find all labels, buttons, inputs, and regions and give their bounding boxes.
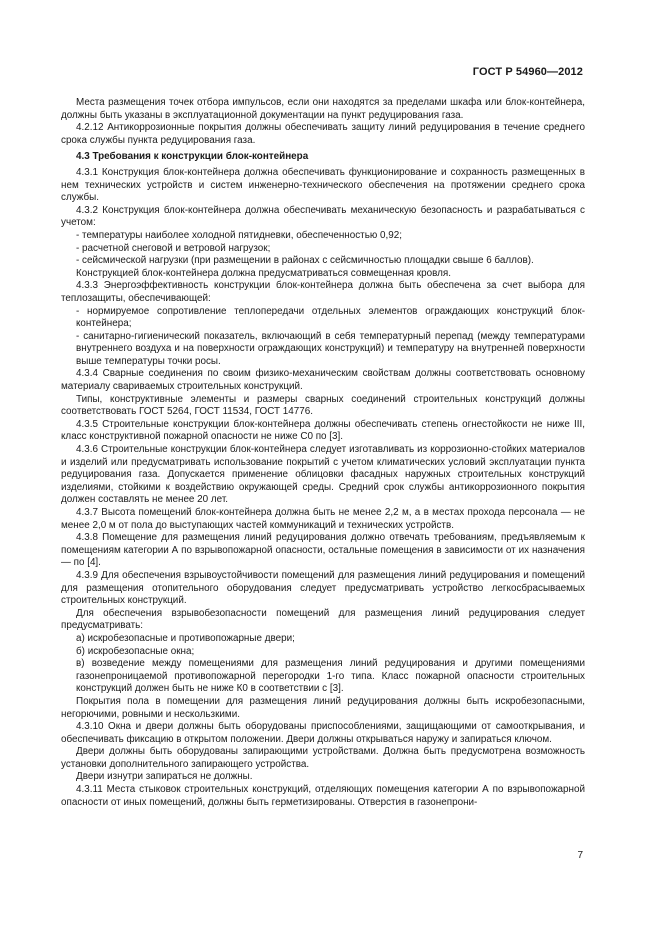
paragraph: Для обеспечения взрывобезопасности помещений для размещения линий редуцирования следует предусматривать: [61,607,585,632]
paragraph: 4.3.6 Строительные конструкции блок-контейнера следует изготавливать из коррозионно-стойких материалов и изделий или предусматривать использование покрытий с учетом климатических условий эксплуатации пункта редуцирования газа. Допускается применение облицовки фасадных наружных строительных конструкций изделиями, стойкими к воздействию окружающей среды. Средний срок службы антикоррозионного покрытия должен составлять не менее 20 лет. [61,444,585,506]
list-item: - расчетной снеговой и ветровой нагрузок; [76,242,271,254]
body-text [61,97,585,809]
paragraph: 4.3.7 Высота помещений блок-контейнера должна быть не менее 2,2 м, а в местах прохода персонала — не менее 2,0 м от пола до выступающих частей коммуникаций и технических устройств. [61,507,585,531]
standard-id: ГОСТ Р 54960—2012 [472,66,583,78]
paragraph: 4.3.11 Места стыковок строительных конструкций, отделяющих помещения категории А по взрывопожарной опасности от иных помещений, должны быть герметизированы. Отверстия в газонепрони- [61,784,585,808]
paragraph: Места размещения точек отбора импульсов, если они находятся за пределами шкафа или блок-контейнера, должны быть указаны в эксплуатационной документации на пункт редуцирования газа. [61,97,585,121]
paragraph: 4.3.4 Сварные соединения по своим физико-механическим свойствам должны соответствовать основному материалу свариваемых строительных конструкций. [61,368,585,393]
list-item: - сейсмической нагрузки (при размещении в районах с сейсмичностью площадки свыше 6 баллов). [76,255,534,267]
list-item: а) искробезопасные и противопожарные двери; [76,632,295,644]
paragraph: 4.3.8 Помещение для размещения линий редуцирования должно отвечать требованиям, предъявляемым к помещениям категории А по взрывопожарной опасности, остальные помещения в зависимости от их назначения — по [4]. [61,532,585,569]
paragraph: Двери должны быть оборудованы запирающими устройствами. Должна быть предусмотрена возможность установки дополнительного запирающего устройства. [61,746,585,770]
list-item: - температуры наиболее холодной пятидневки, обеспеченностью 0,92; [76,229,402,241]
list-item: в) возведение между помещениями для размещения линий редуцирования и другими помещениями газонепроницаемой противопожарной перегородки 1-го типа. Класс пожарной опасности строительных конструкций должен быть не ниже К0 в соответствии с [3]. [76,658,585,695]
list-item: - санитарно-гигиенический показатель, включающий в себя температурный перепад (между температурами внутреннего воздуха и на поверхности ограждающих конструкций) и температуру на внутренней поверхности выше температуры точки росы. [76,330,585,367]
paragraph: 4.3.9 Для обеспечения взрывоустойчивости помещений для размещения линий редуцирования и помещений для размещения отопительного оборудования следует предусматривать устройство легкосбрасываемых строительных конструкций. [61,569,585,607]
paragraph: 4.3.5 Строительные конструкции блок-контейнера должны обеспечивать степень огнестойкости не ниже III, класс конструктивной пожарной опасности не ниже С0 по [3]. [61,418,585,443]
paragraph: Покрытия пола в помещении для размещения линий редуцирования должны быть искробезопасными, негорючими, ровными и нескользкими. [61,695,585,720]
paragraph: 4.3.3 Энергоэффективность конструкции блок-контейнера должна быть обеспечена за счет выбора для теплозащиты, обеспечивающей: [61,280,585,304]
paragraph: 4.3.10 Окна и двери должны быть оборудованы приспособлениями, защищающими от самооткрывания, и обеспечивать фиксацию в открытом положении. Двери должны открываться наружу и запираться ключом. [61,721,585,745]
paragraph: 4.3.2 Конструкция блок-контейнера должна обеспечивать механическую безопасность и разрабатываться с учетом: [61,204,585,229]
paragraph: Двери изнутри запираться не должны. [76,771,253,783]
page-number: 7 [577,850,583,861]
paragraph: Типы, конструктивные элементы и размеры сварных соединений строительных конструкций должны соответствовать ГОСТ 5264, ГОСТ 11534, ГОСТ 14776. [61,393,585,418]
list-item: - нормируемое сопротивление теплопередачи отдельных элементов ограждающих конструкций блок-контейнера; [76,305,585,330]
paragraph: 4.3.1 Конструкция блок-контейнера должна обеспечивать функционирование и сохранность размещенных в нем технических устройств и систем инженерно-технического обеспечения на протяжении среднего срока службы. [61,166,585,204]
section-heading: 4.3 Требования к конструкции блок-контейнера [76,151,309,163]
paragraph: Конструкцией блок-контейнера должна предусматриваться совмещенная кровля. [76,267,451,279]
paragraph: 4.2.12 Антикоррозионные покрытия должны обеспечивать защиту линий редуцирования в течение среднего срока службы пункта редуцирования газа. [61,122,585,146]
list-item: б) искробезопасные окна; [76,645,195,657]
